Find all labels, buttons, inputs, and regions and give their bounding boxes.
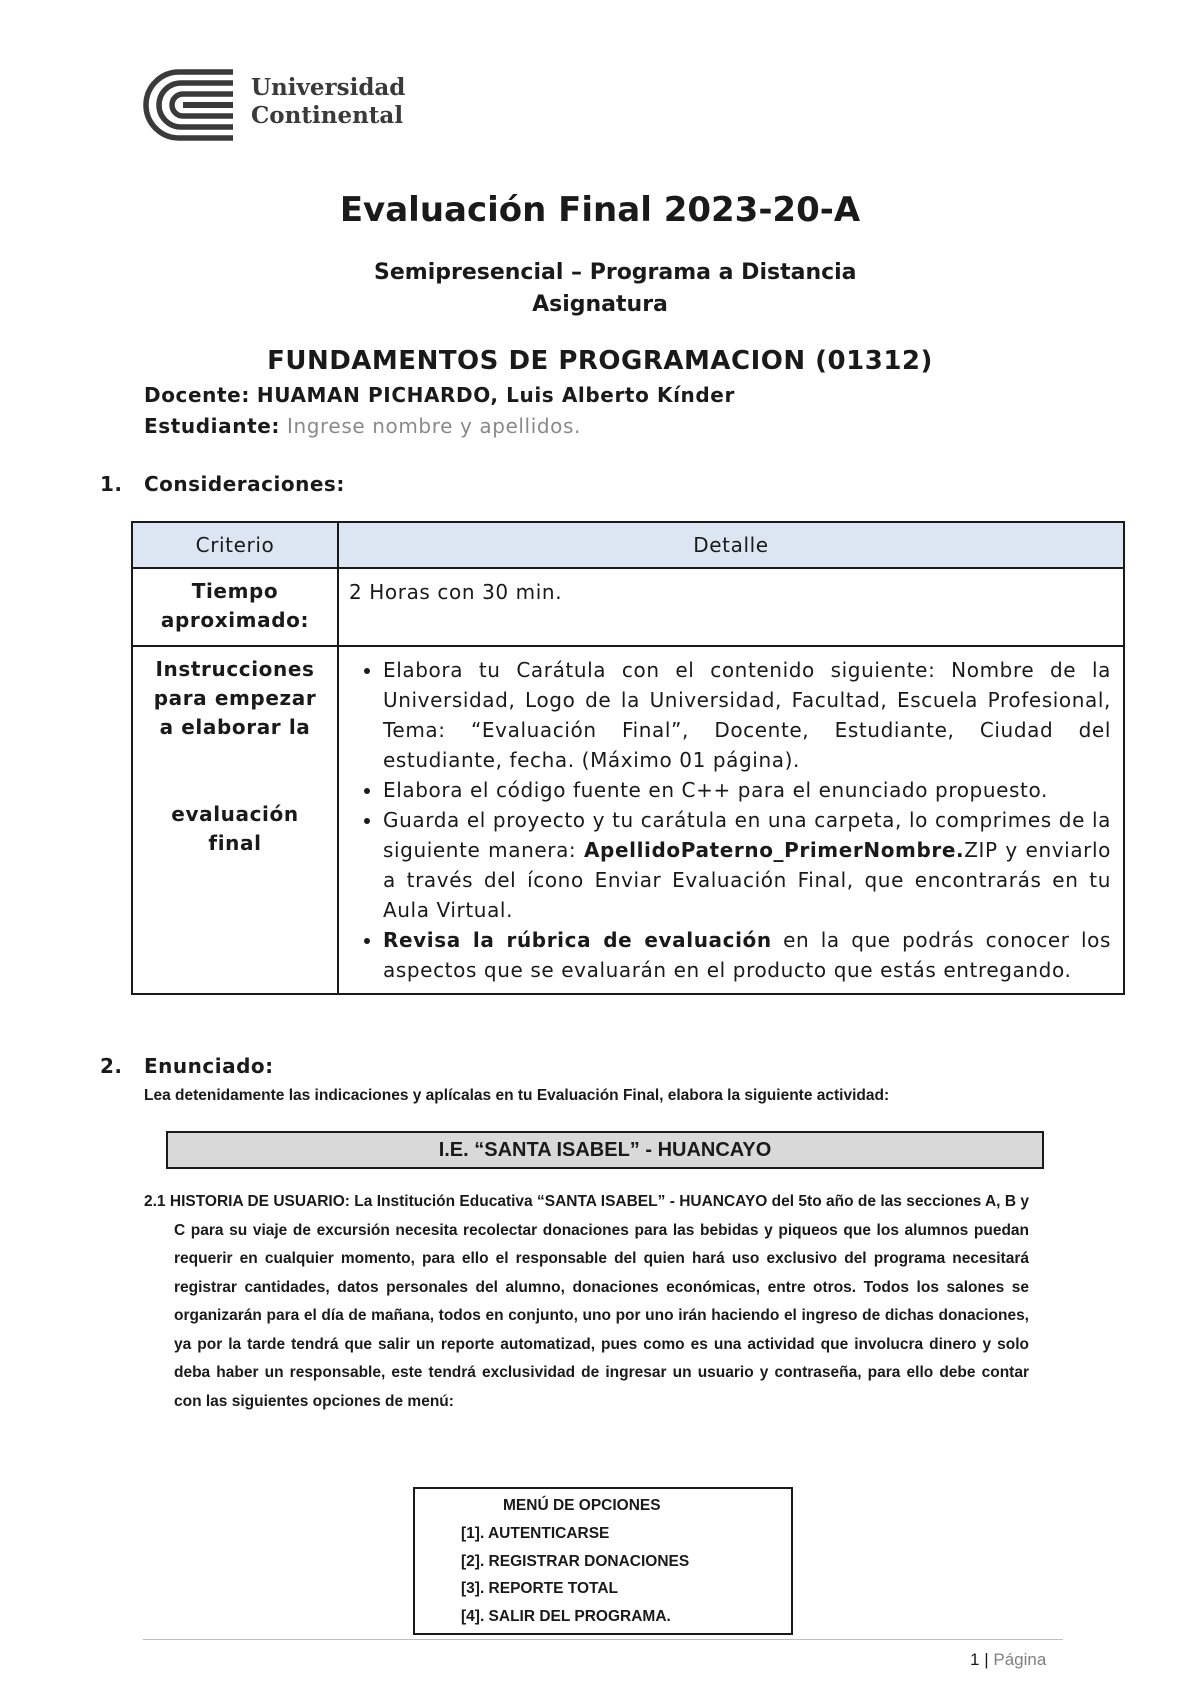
table-header-criterio: Criterio — [132, 522, 338, 568]
criterio-text: Tiempo — [191, 579, 279, 603]
criteria-table — [131, 521, 1125, 995]
table-row — [132, 568, 1124, 646]
page-label: Página — [993, 1650, 1047, 1669]
menu-item: [2]. REGISTRAR DONACIONES — [461, 1553, 690, 1570]
criterio-cell-tiempo — [132, 568, 338, 646]
list-item — [383, 925, 1111, 985]
school-banner: I.E. “SANTA ISABEL” - HUANCAYO — [166, 1131, 1044, 1169]
page-number: 1 — [970, 1650, 980, 1669]
estudiante-line — [144, 414, 581, 438]
menu-item: [1]. AUTENTICARSE — [461, 1525, 610, 1542]
detalle-cell-instrucciones — [338, 646, 1124, 994]
logo-line-2: Continental — [251, 102, 404, 129]
list-item-text: y enviarlo a través del ícono Enviar Evaluación Final, que encontrarás en tu Aula Virtual. — [383, 838, 1111, 922]
criterio-cell-instrucciones — [132, 646, 338, 994]
docente-name: HUAMAN PICHARDO, Luis Alberto Kínder — [256, 383, 735, 407]
user-story-paragraph: 2.1 HISTORIA DE USUARIO: La Institución Educativa “SANTA ISABEL” - HUANCAYO del 5to año de las secciones A, B y C para su viaje de excursión necesita recolectar donaciones para las bebidas y piqueos que los alumnos puedan requerir en cualquier momento, para ello el responsable del quien hará uso exclusivo del programa necesitará registrar cantidades, datos personales del alumno, donaciones económicas, entre otros. Todos los salones se organizarán para el día de mañana, todos en conjunto, uno por uno irán haciendo el ingreso de dichas donaciones, ya por la tarde tendrá que salir un reporte automatizad, pues como es una actividad que involucra dinero y solo deba haber un responsable, este tendrá exclusividad de ingresar un usuario y contraseña, para ello debe contar con las siguientes opciones de menú: — [144, 1193, 1029, 1410]
section-1-heading — [100, 472, 345, 496]
list-item-text: en la que podrás conocer los aspectos que se evaluarán en el producto que estás entregando. — [383, 928, 1111, 982]
table-header-detalle: Detalle — [338, 522, 1124, 568]
table-row — [132, 646, 1124, 994]
section-2-number: 2. — [100, 1054, 123, 1078]
footer-separator: | — [984, 1650, 989, 1669]
section-1-title: Consideraciones: — [144, 472, 345, 496]
logo-wordmark — [251, 74, 405, 130]
course-name: FUNDAMENTOS DE PROGRAMACION (01312) — [267, 346, 933, 376]
menu-options-box — [413, 1487, 793, 1635]
criterio-text: aproximado: — [160, 608, 310, 632]
section-2-heading — [100, 1054, 274, 1078]
document-subtitle-asignatura: Asignatura — [532, 292, 668, 317]
criterio-text: Instrucciones — [155, 657, 315, 681]
page-footer — [970, 1650, 1046, 1670]
menu-item: [4]. SALIR DEL PROGRAMA. — [461, 1608, 671, 1625]
list-item — [383, 805, 1111, 925]
menu-header: MENÚ DE OPCIONES — [503, 1497, 661, 1514]
docente-label: Docente: — [144, 383, 250, 407]
document-title: Evaluación Final 2023-20-A — [339, 190, 861, 230]
criterio-text: para empezar — [153, 686, 317, 710]
estudiante-label: Estudiante: — [144, 414, 280, 438]
detalle-cell-tiempo: 2 Horas con 30 min. — [338, 568, 1124, 646]
footer-divider — [143, 1639, 1063, 1640]
table-header-row — [132, 522, 1124, 568]
menu-item: [3]. REPORTE TOTAL — [461, 1580, 619, 1597]
criterio-text: a elaborar la — [159, 715, 311, 739]
criterio-text: evaluación — [171, 802, 299, 826]
list-item: • Elabora tu Carátula con el contenido siguiente: Nombre de la Universidad, Logo de la Universidad, Facultad, Escuela Profesional, Tema: “Evaluación Final”, Docente, Estudiante, Ciudad del estudiante, fecha. (Máximo 01 página). — [383, 655, 1111, 775]
list-item: • Elabora el código fuente en C++ para el enunciado propuesto. — [383, 775, 1111, 805]
section-1-number: 1. — [100, 472, 123, 496]
list-item-extension: ZIP — [964, 838, 998, 862]
docente-line — [144, 383, 735, 407]
list-item-filename: ApellidoPaterno_PrimerNombre. — [583, 838, 965, 862]
instructions-list — [349, 655, 1111, 985]
continental-logo-icon — [143, 68, 239, 142]
logo-line-1: Universidad — [251, 74, 406, 101]
document-subtitle: Semipresencial – Programa a Distancia — [374, 260, 857, 285]
university-logo — [143, 68, 406, 142]
list-item-bold: Revisa la rúbrica de evaluación — [383, 928, 772, 952]
section-2-title: Enunciado: — [144, 1054, 274, 1078]
section-2-instruction: Lea detenidamente las indicaciones y aplícalas en tu Evaluación Final, elabora la siguiente actividad: — [144, 1087, 890, 1104]
list-item-text: Guarda el proyecto y tu carátula en una carpeta, lo comprimes de la siguiente manera: — [383, 808, 1111, 862]
criterio-text: final — [208, 831, 262, 855]
estudiante-placeholder[interactable]: Ingrese nombre y apellidos. — [286, 414, 581, 438]
